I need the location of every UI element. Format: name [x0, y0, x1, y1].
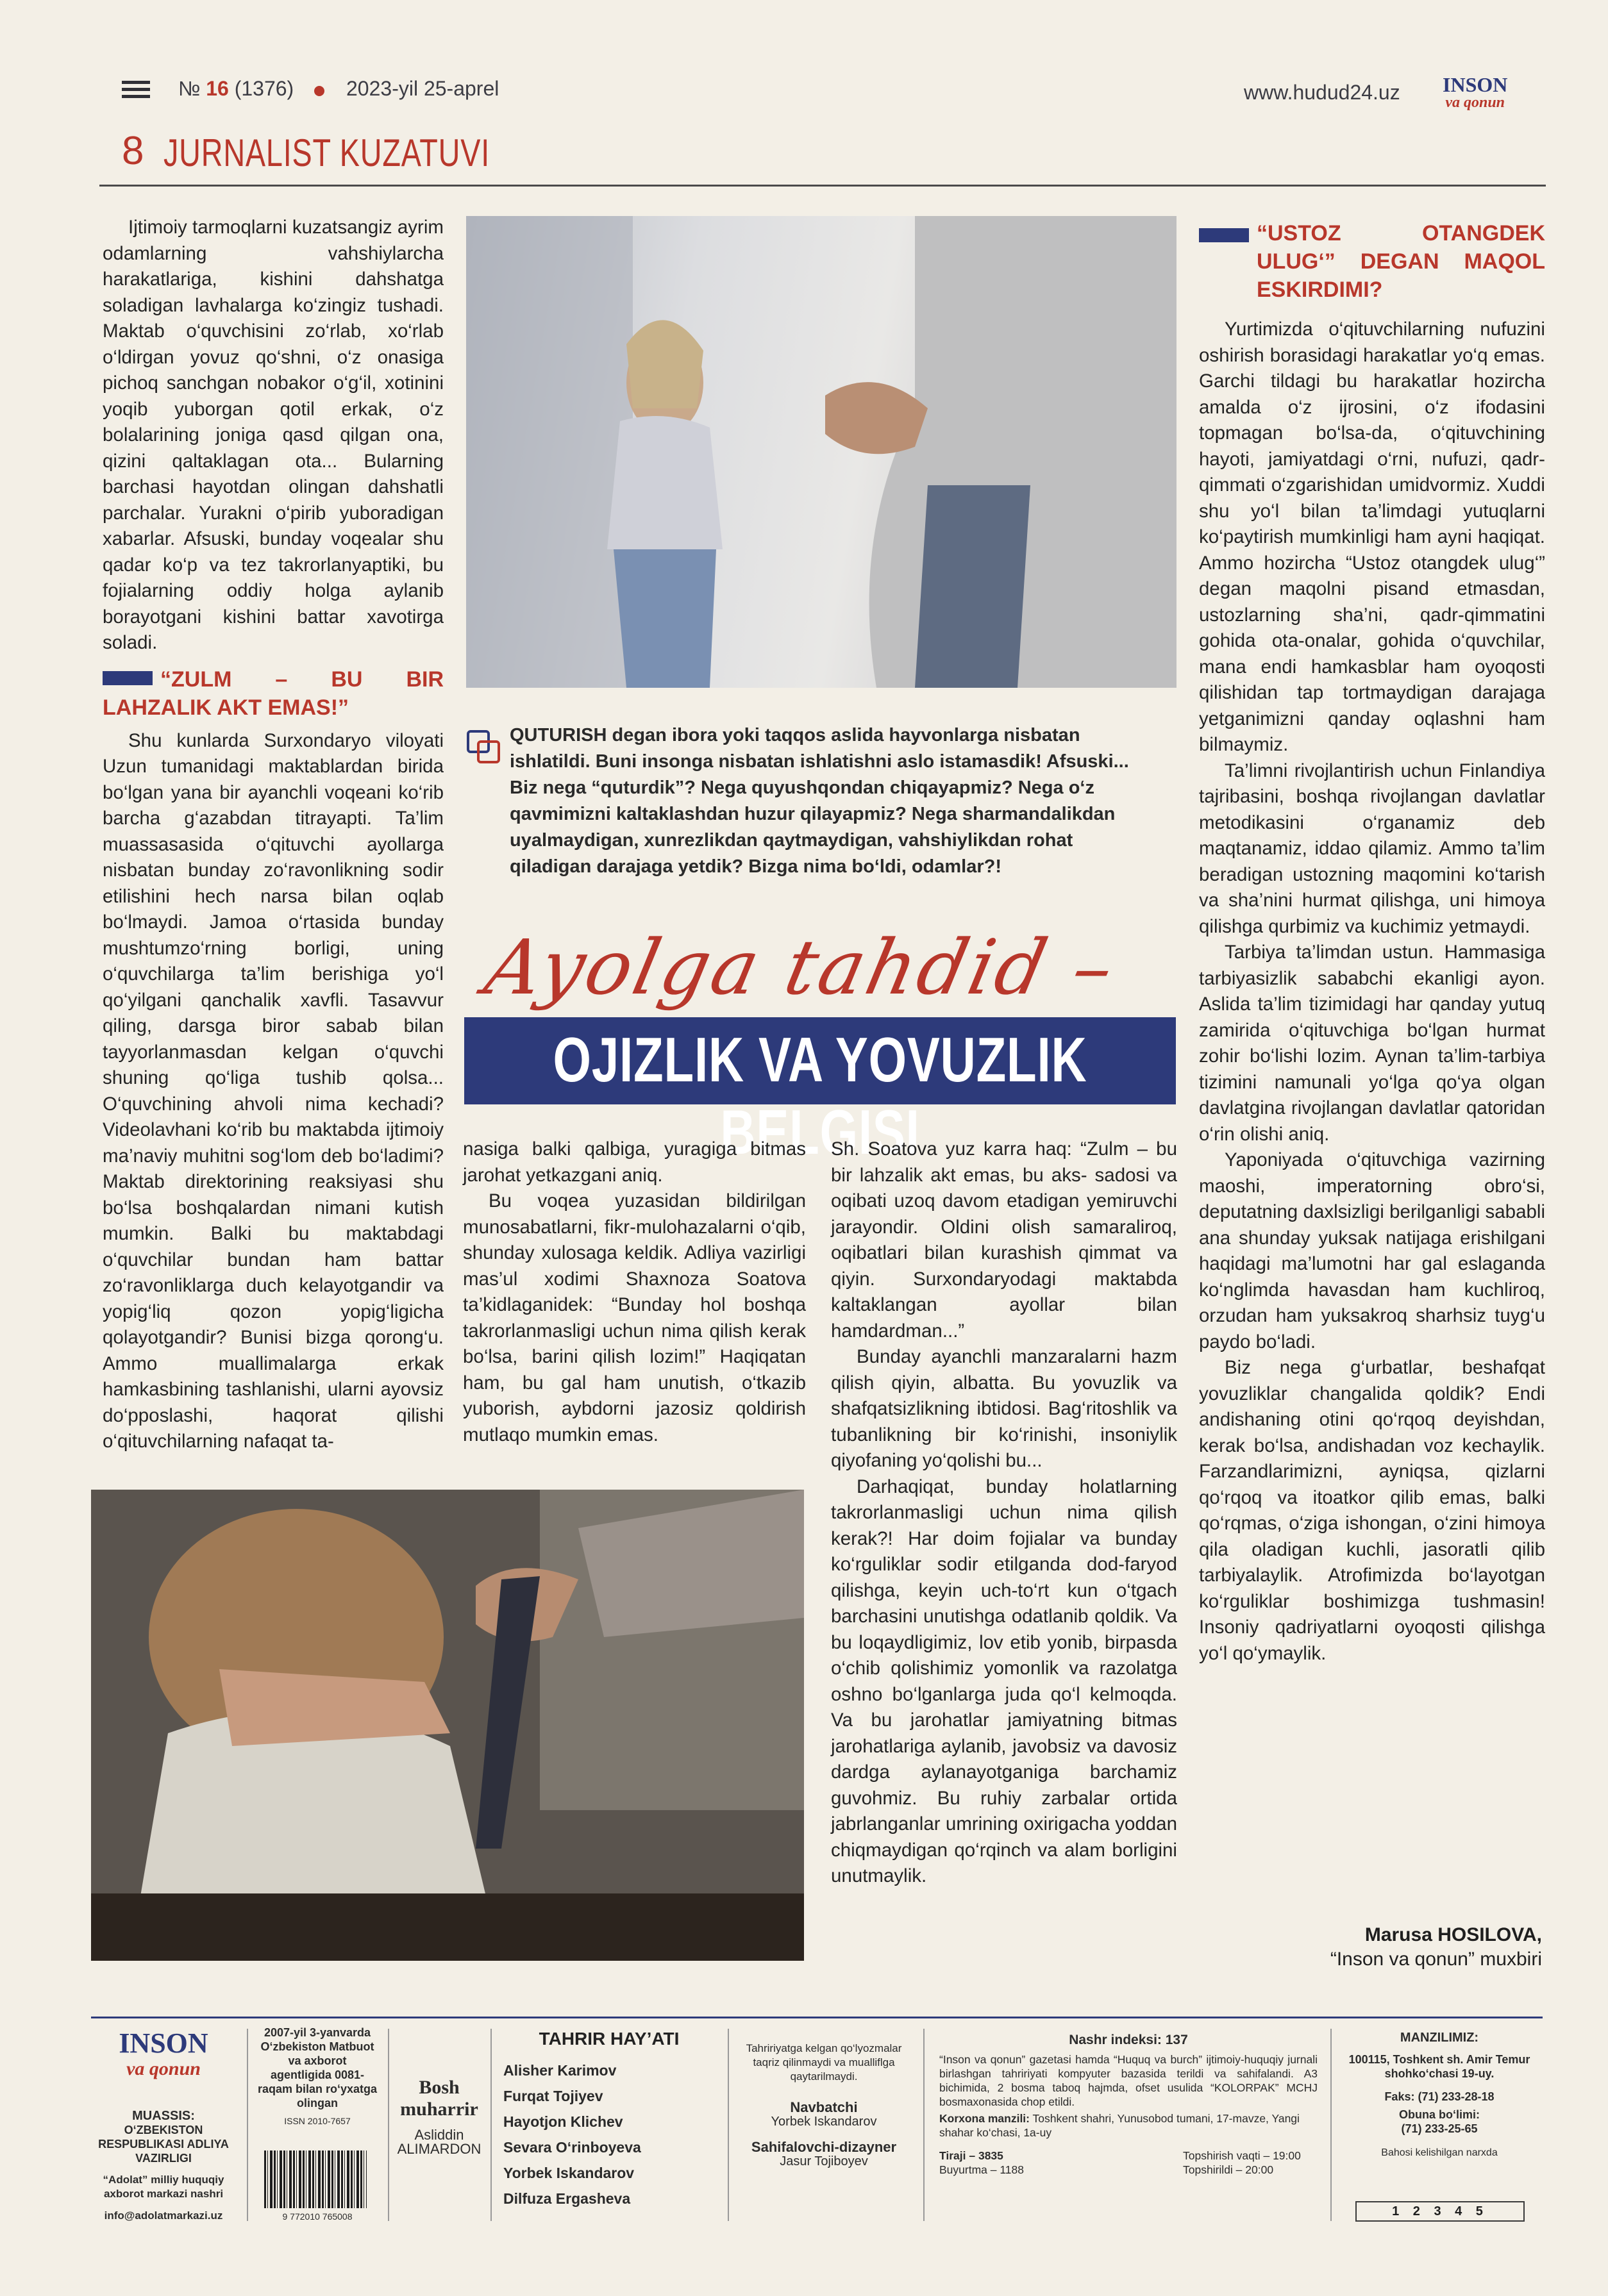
designer-name: Jasur Tojiboyev: [780, 2154, 868, 2168]
footer-separator: [388, 2029, 389, 2221]
newspaper-logo: INSON va qonun: [1443, 73, 1508, 111]
price-code: 1 2 3 4 5: [1355, 2201, 1525, 2222]
lead-paragraph: QUTURISH degan ibora yoki taqqos aslida hayvonlarga nisbatan ishlatildi. Buni insonga nisbatan ishlatishni aslo istamasdik! Afsuski... Biz nega “quturdik”? Nega quyushqondan chiqayapmiz? Nega o‘z qavmimizni kaltaklashdan huzur qilayapmiz? Nega sharmandalikdan uyalmaydigan, xunrezlikdan qaytmaydigan, vahshiylikdan rohat qiladigan darajaga yetdik? Bizga nima bo‘ldi, odamlar?!: [510, 725, 1129, 877]
column-2: [463, 1136, 806, 1448]
column-4: [1199, 219, 1545, 1667]
founder-block: [90, 2109, 237, 2223]
designer-label: Sahifalovchi-dizayner: [751, 2139, 897, 2155]
contact-block: [1343, 2031, 1536, 2160]
office-address: Korxona manzili: Toshkent shahri, Yunusobod tumani, 17-mavze, Yangi shahar ko‘chasi, 1a-uy: [939, 2112, 1300, 2139]
print-info-block: [939, 2033, 1318, 2177]
duty-name: Yorbek Iskandarov: [771, 2115, 877, 2129]
address-label: MANZILIMIZ:: [1400, 2031, 1479, 2045]
footer-divider: [91, 2017, 1543, 2018]
column-1: [103, 215, 444, 1455]
fax: Faks: (71) 233-28-18: [1384, 2090, 1495, 2103]
chief-label: Bosh muharrir: [400, 2077, 478, 2120]
paragraph: Ijtimoiy tarmoqlarni kuzatsangiz ayrim odamlarning vahshiylarcha harakatlariga, kishini dahshatga soladigan lavhalarga ko‘zingiz tushadi. Maktab o‘quvchisini zo‘rlab, xo‘rlab o‘ldirgan yovuz qo‘shni, o‘z onasiga pichoq sanchgan nobakor o‘g‘il, xotinini yoqib yuborgan qotil erkak, o‘z bolalarining joniga qasd qilgan ona, qizini qaltaklagan ota... Bularning barchasi hayotdan olingan dahshatli parchalar. Yurakni o‘pirib yuboradigan xabarlar. Afsuski, bunday voqealar shu qadar ko‘p va tez takrorlanyaptiki, bu fojialarning oddiy holga aylanib borayotgani kishini battar xavotirga soladi.: [103, 217, 444, 653]
article-title-script: Ayolga tahdid –: [478, 923, 1125, 1011]
registration-block: [256, 2026, 378, 2128]
issue-date: 2023-yil 25-aprel: [346, 77, 499, 100]
email-link[interactable]: info@adolatmarkazi.uz: [104, 2209, 223, 2222]
paragraph: Bunday ayanchli manzaralarni hazm qilish qiyin, albatta. Bu yovuzlik va shafqatsizlikning ibtidosi. Bag‘ritoshlik va tubanlikning bir ko‘rinishi, insoniylik qiyofaning yo‘qolishi bu...: [831, 1346, 1177, 1471]
footer-separator: [728, 2029, 729, 2221]
author-name: Marusa HOSILOVA,: [1364, 1924, 1542, 1945]
price-label: Bahosi kelishilgan narxda: [1381, 2147, 1498, 2158]
address: 100115, Toshkent sh. Amir Temur shohko‘chasi 19-uy.: [1348, 2053, 1530, 2080]
footer-separator: [247, 2029, 248, 2221]
photo-woman-covering-face: [91, 1490, 804, 1961]
chief-name-last: ALIMARDON: [397, 2141, 482, 2157]
paragraph: Bu voqea yuzasidan bildirilgan munosabatlarni, fikr-mulohazalarni o‘qib, shunday xulosaga keldik. Adliya vazirligi mas’ul xodimi Shaxnoza Soatova ta’kidlaganidek: “Bunday hol boshqa takrorlanmasligi uchun nima qilish kerak bo‘lsa, barini qilish lozim!” Haqiqatan ham, bu gal ham unutish, o‘tkazib yuborish, aybdorni jazosiz qoldirish mutlaqo mumkin emas.: [463, 1190, 806, 1445]
editorial-title: TAHRIR HAY’ATI: [539, 2029, 680, 2049]
editorial-board: [503, 2029, 715, 2211]
article-title-banner: OJIZLIK VA YOVUZLIK BELGISI: [464, 1017, 1176, 1104]
footer-separator: [923, 2029, 925, 2221]
founder-label: MUASSIS:: [132, 2109, 195, 2123]
subheading-bar: [103, 671, 153, 685]
editorial-member: Yorbek Iskandarov: [503, 2165, 635, 2181]
print-info: “Inson va qonun” gazetasi hamda “Huquq va burch” ijtimoiy-huquqiy jurnali birlashgan tahririyati kompyuter bazasida terildi va sahifalandi. A3 bichimida, 2 bosma taboq hajmda, ofset usulida “KOLORPAK” MCHJ bosmaxonasida chop etildi.: [939, 2053, 1318, 2108]
copy-icon: [465, 729, 501, 765]
paragraph: Sh. Soatova yuz karra haq: “Zulm – bu bir lahzalik akt emas, bu aks- sadosi va oqibati uzoq davom etadigan yemiruvchi jarayondir. Oldini olish samaraliroq, oqibatlari bilan kurashish qimmat va qiyin. Surxondaryodagi maktabda kaltaklangan ayollar bilan hamdardman...”: [831, 1138, 1177, 1342]
column-3: [831, 1136, 1177, 1890]
paragraph: nasiga balki qalbiga, yuragiga bitmas jarohat yetkazgani aniq.: [463, 1138, 806, 1186]
index-label: Nashr indeksi: 137: [1069, 2033, 1188, 2047]
founder-name: O‘ZBEKISTON RESPUBLIKASI ADLIYA VAZIRLIGI: [98, 2124, 229, 2165]
separator-dot-icon: [314, 86, 324, 96]
menu-icon: [122, 81, 150, 100]
subheading-bar: [1199, 228, 1249, 242]
circulation-row: [939, 2149, 1318, 2177]
photo-man-fist-woman: [466, 216, 1177, 688]
letters-note: Tahririyatga kelgan qo‘lyozmalar taqriz qilinmaydi va mualliflga qaytarilmaydi.: [746, 2042, 902, 2083]
paragraph: Shu kunlarda Surxondaryo viloyati Uzun tumanidagi maktablardan birida bo‘lgan yana bir ayanchli voqeani ko‘rib barcha g‘azabdan titrayapti. Ta’lim muassasasida o‘qituvchi ayollarga nisbatan bunday zo‘ravonlikning sodir etilishini hech narsa bilan oqlab bo‘lmaydi. Jamoa o‘rtasida bunday mushtumzo‘rning borligi, uning o‘quvchilarga ta’lim berishiga yo‘l qo‘yilgani qanchalik xavfli. Tasavvur qiling, darsga biror sabab bilan tayyorlanmasdan kelgan o‘quvchi shuning qo‘liga tushib qolsa... O‘quvchining ahvoli nima kechadi? Videolavhani ko‘rib bu maktabda ijtimoiy ma’naviy muhitni sog‘lom deb bo‘ladimi? Maktab direktorining reaksiyasi shu bo‘lsa boshqalardan nimani kutish mumkin. Balki bu maktabdagi o‘quvchilar bundan ham battar zo‘ravonliklarga duch kelayotgandir va yopig‘liq qozon yopig‘ligicha qolayotgandir? Bunisi bizga qorong‘u. Ammo muallimalarga erkak hamkasbining tashlanishi, ularni ayovsiz do‘pposlashi, haqorat qilishi o‘qituvchilarning nafaqat ta-: [103, 729, 444, 1452]
subscription-label: Obuna bo‘limi:: [1399, 2108, 1480, 2121]
editorial-member: Alisher Karimov: [503, 2062, 617, 2079]
barcode: [264, 2150, 367, 2208]
issn: ISSN 2010-7657: [284, 2116, 351, 2126]
duty-label: Navbatchi: [790, 2099, 858, 2115]
editorial-member: Dilfuza Ergasheva: [503, 2190, 631, 2207]
issue-number: № 16 (1376): [178, 77, 294, 100]
footer-logo: INSON va qonun: [119, 2027, 208, 2079]
subheading-ustoz: “USTOZ OTANGDEK ULUG‘” DEGAN MAQOL ESKIRDIMI?: [1199, 219, 1545, 304]
editorial-member: Furqat Tojiyev: [503, 2088, 603, 2104]
paragraph: Yurtimizda o‘qituvchilarning nufuzini oshirish borasidagi harakatlar yo‘q emas. Garchi tildagi bu harakatlar hozircha amalda o‘z ijrosini, o‘z ifodasini topmagan bo‘lsa-da, o‘qituvchining hayoti, jamiyatdagi o‘rni, nufuzi, qadr-qimmati o‘zgarishidan umidvormiz. Xuddi shu yo‘l bilan ta’limdagi yutuqlarni ko‘paytirish mumkinligi ham ayni haqiqat. Ammo hozircha “Ustoz otangdek ulug‘” degan maqolni pisand etmasdan, ustozlarning sha’ni, qadr-qimmatini gohida ota-onalar, gohida o‘quvchilar, mana endi hamkasblar ham oyoqosti qilishidan tap tortmaydigan darajaga yetganimizni qanday oqlashni ham bilmaymiz.: [1199, 319, 1545, 755]
page-number: 8: [122, 129, 144, 173]
order-number: Buyurtma – 1188: [939, 2163, 1024, 2176]
barcode-number: 9 772010 765008: [282, 2211, 353, 2222]
header-divider: [99, 185, 1546, 187]
publisher-text: “Adolat” milliy huquqiy axborot markazi nashri: [103, 2174, 224, 2200]
paragraph: Darhaqiqat, bunday holatlarning takrorlanmasligi uchun nima qilish kerak?! Har doim fojialar va bunday ko‘rguliklar sodir etilganda dod-faryod qilishga, keyin uch-to‘rt kun o‘tgach barchasini unutishga odatlanib qoldik. Va bu loqaydligimiz, lov etib yonib, birpasda o‘chib qolishimiz yomonlik va razolatga oshno bo‘lganlarga juda qo‘l kelmoqda. Va bu jarohatlar jamiyatning bitmas jarohatlariga aylanib, javobsiz va davosiz dardga aylanayotganiga barchamiz guvohmiz. Bu ruhiy zarbalar ortida jabrlanganlar umrining oxirigacha yoddan chiqmaydigan qo‘rqinch va alam borligini unutmaylik.: [831, 1476, 1177, 1886]
paragraph: Yaponiyada o‘qituvchiga vazirning maoshi, imperatorning obro‘si, deputatning daxlsizligi berilganligi sababli ana shunday yuksak natijaga erishilgani haqidagi ma’lumotni har gal eslaganda ko‘nglimda havasdan ham kuchliroq, orzudan ham yuksakroq sharhsiz tuyg‘u paydo bo‘ladi.: [1199, 1149, 1545, 1352]
submit-time: Topshirish vaqti – 19:00: [1183, 2149, 1301, 2162]
subscription-phone: (71) 233-25-65: [1401, 2122, 1478, 2135]
footer-separator: [1330, 2029, 1332, 2221]
chief-editor-block: [394, 2077, 484, 2156]
circulation: Tiraji – 3835: [939, 2149, 1003, 2162]
footer-separator: [490, 2029, 492, 2221]
author-role: “Inson va qonun” muxbiri: [1330, 1949, 1542, 1970]
letters-block: [737, 2042, 910, 2168]
registration-text: 2007-yil 3-yanvarda O‘zbekiston Matbuot va axborot agentligida 0081-raqam bilan ro‘yxatga olingan: [257, 2026, 378, 2109]
paragraph: Ta’limni rivojlantirish uchun Finlandiya tajribasini, boshqa rivojlangan davlatlar metodikasini o‘rganamiz deb maqtanamiz, iddao qilamiz. Ammo ta’lim beradigan ustozning maqomini ko‘tarish va sha’nini hurmat qilishga, uni himoya qilishga qurbimiz va kuchimiz yetmaydi.: [1199, 760, 1545, 937]
section-title: JURNALIST KUZATUVI: [163, 131, 490, 174]
chief-name-first: Asliddin: [414, 2127, 464, 2143]
editorial-member: Sevara O‘rinboyeva: [503, 2139, 641, 2156]
submitted-time: Topshirildi – 20:00: [1183, 2163, 1274, 2176]
subheading-zulm: “ZULM – BU BIR LAHZALIK AKT EMAS!”: [103, 667, 444, 720]
paragraph: Biz nega g‘urbatlar, beshafqat yovuzliklar changalida qoldik? Endi andishaning otini qo‘rqoq deyishdan, kerak bo‘lsa, andishadan voz kechaylik. Farzandlarimizni, ayniqsa, qizlarni qo‘rqoq va itoatkor qilib emas, balki qo‘rqmas, o‘ziga ishongan, o‘zini himoya qila oladigan kuchli, jasoratli qilib tarbiyalaylik. Atrofimizda bo‘layotgan ko‘rguliklar boshimizga tushmasin! Insoniy qadriyatlarni oyoqosti qilishga yo‘l qo‘ymaylik.: [1199, 1357, 1545, 1664]
website-link[interactable]: www.hudud24.uz: [1244, 81, 1400, 104]
editorial-member: Hayotjon Klichev: [503, 2113, 623, 2130]
paragraph: Tarbiya ta’limdan ustun. Hammasiga tarbiyasizlik sababchi ekanligi ayon. Aslida ta’lim tizimidagi har qanday yutuq zamirida o‘qituvchiga bo‘lgan hurmat zohir bo‘lishi lozim. Aynan ta’lim-tarbiya tizimini namunali yo‘lga qo‘ya olgan davlatgina rivojlangan davlatlar qatoridan o‘rin olishi aniq.: [1199, 942, 1545, 1145]
